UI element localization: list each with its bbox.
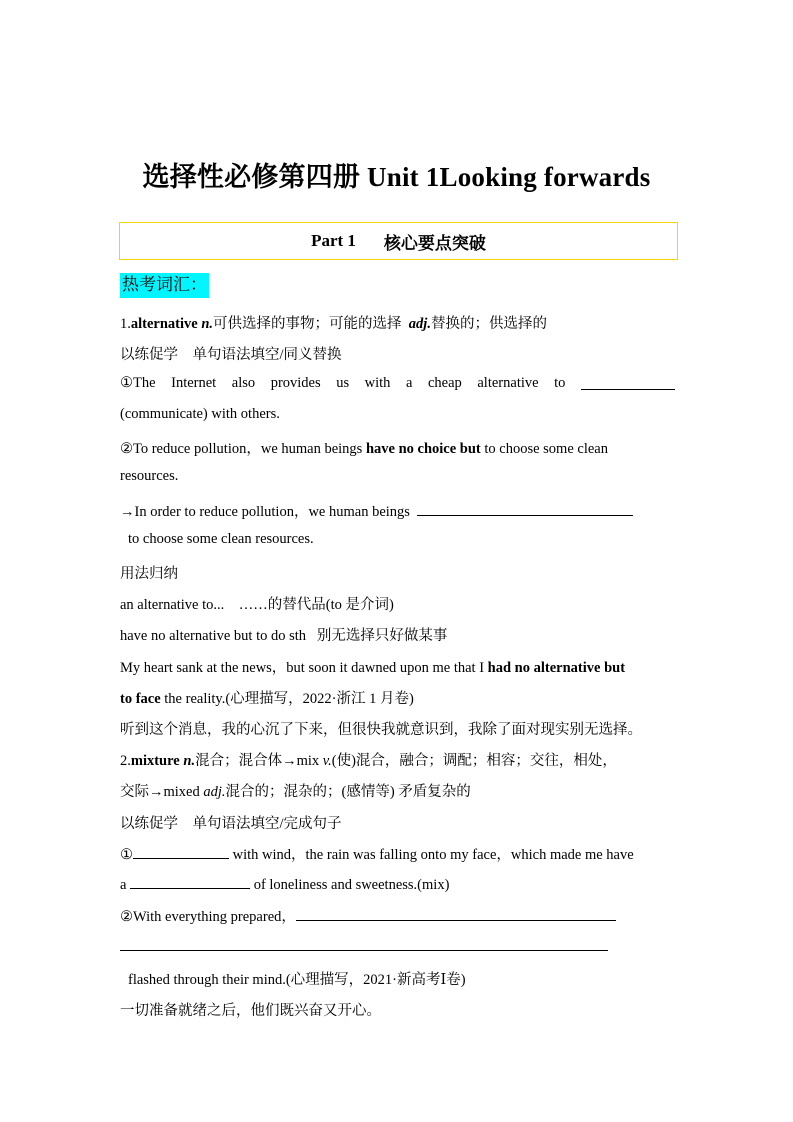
part-header-box bbox=[119, 222, 678, 260]
word-alternative: alternative bbox=[130, 316, 198, 332]
question-1-1: ①The Internet also provides us with a cheap alternative to bbox=[120, 375, 675, 392]
answer-blank[interactable] bbox=[296, 906, 616, 921]
entry-mixture-definition: 2.mixture n.混合；混合体→mix v.(使)混合，融合；调配；相容；交往，相处， bbox=[120, 753, 617, 769]
practice-label-1: 以练促学 单句语法填空/同义替换 bbox=[120, 347, 342, 363]
question-2-2-end: flashed through their mind.(心理描写，2021·新高考Ⅰ卷) bbox=[128, 972, 466, 988]
part-label: Part 1 bbox=[311, 231, 356, 250]
question-2-2-blank-line bbox=[120, 936, 608, 956]
entry-mixture-definition-cont: 交际→mixed adj.混合的；混杂的；(感情等) 矛盾复杂的 bbox=[120, 784, 471, 800]
section-heading-line bbox=[120, 270, 209, 295]
question-2-1-cont: a of loneliness and sweetness.(mix) bbox=[120, 874, 449, 894]
question-1-2-rewrite: →In order to reduce pollution，we human beings bbox=[120, 500, 633, 521]
usage-2: have no alternative but to do sth 别无选择只好做某事 bbox=[120, 628, 448, 644]
question-2-1: ① with wind，the rain was falling onto my face，which made me have bbox=[120, 843, 634, 864]
usage-1: an alternative to... ……的替代品(to 是介词) bbox=[120, 597, 394, 613]
word-mixture: mixture bbox=[130, 753, 180, 769]
question-1-2-end: to choose some clean resources. bbox=[128, 531, 314, 547]
answer-blank[interactable] bbox=[581, 375, 675, 390]
answer-blank[interactable] bbox=[133, 844, 229, 859]
example-sentence: My heart sank at the news，but soon it dawned upon me that I had no alternative but bbox=[120, 660, 626, 676]
entry-alternative-definition: 1.alternative n.可供选择的事物；可能的选择 adj.替换的；供选择的 bbox=[120, 316, 547, 332]
part-name: 核心要点突破 bbox=[383, 233, 486, 253]
section-heading: 热考词汇： bbox=[120, 273, 209, 298]
usage-title: 用法归纳 bbox=[120, 566, 178, 582]
answer-blank[interactable] bbox=[417, 501, 633, 516]
question-1-2-cont: resources. bbox=[120, 468, 179, 484]
question-1-2: ②To reduce pollution，we human beings have no choice but to choose some clean bbox=[120, 441, 608, 457]
example-sentence-cont: to face the reality.(心理描写，2022·浙江 1 月卷) bbox=[120, 691, 414, 707]
document-title: 选择性必修第四册 Unit 1Looking forwards bbox=[142, 162, 651, 192]
question-2-2-translation: 一切准备就绪之后，他们既兴奋又开心。 bbox=[120, 1003, 381, 1019]
answer-blank[interactable] bbox=[130, 874, 250, 889]
example-translation: 听到这个消息，我的心沉了下来，但很快我就意识到，我除了面对现实别无选择。 bbox=[120, 722, 642, 738]
practice-label-2: 以练促学 单句语法填空/完成句子 bbox=[120, 816, 342, 832]
question-2-2: ②With everything prepared， bbox=[120, 905, 616, 926]
question-1-1-hint: (communicate) with others. bbox=[120, 406, 280, 422]
answer-blank[interactable] bbox=[120, 936, 608, 951]
